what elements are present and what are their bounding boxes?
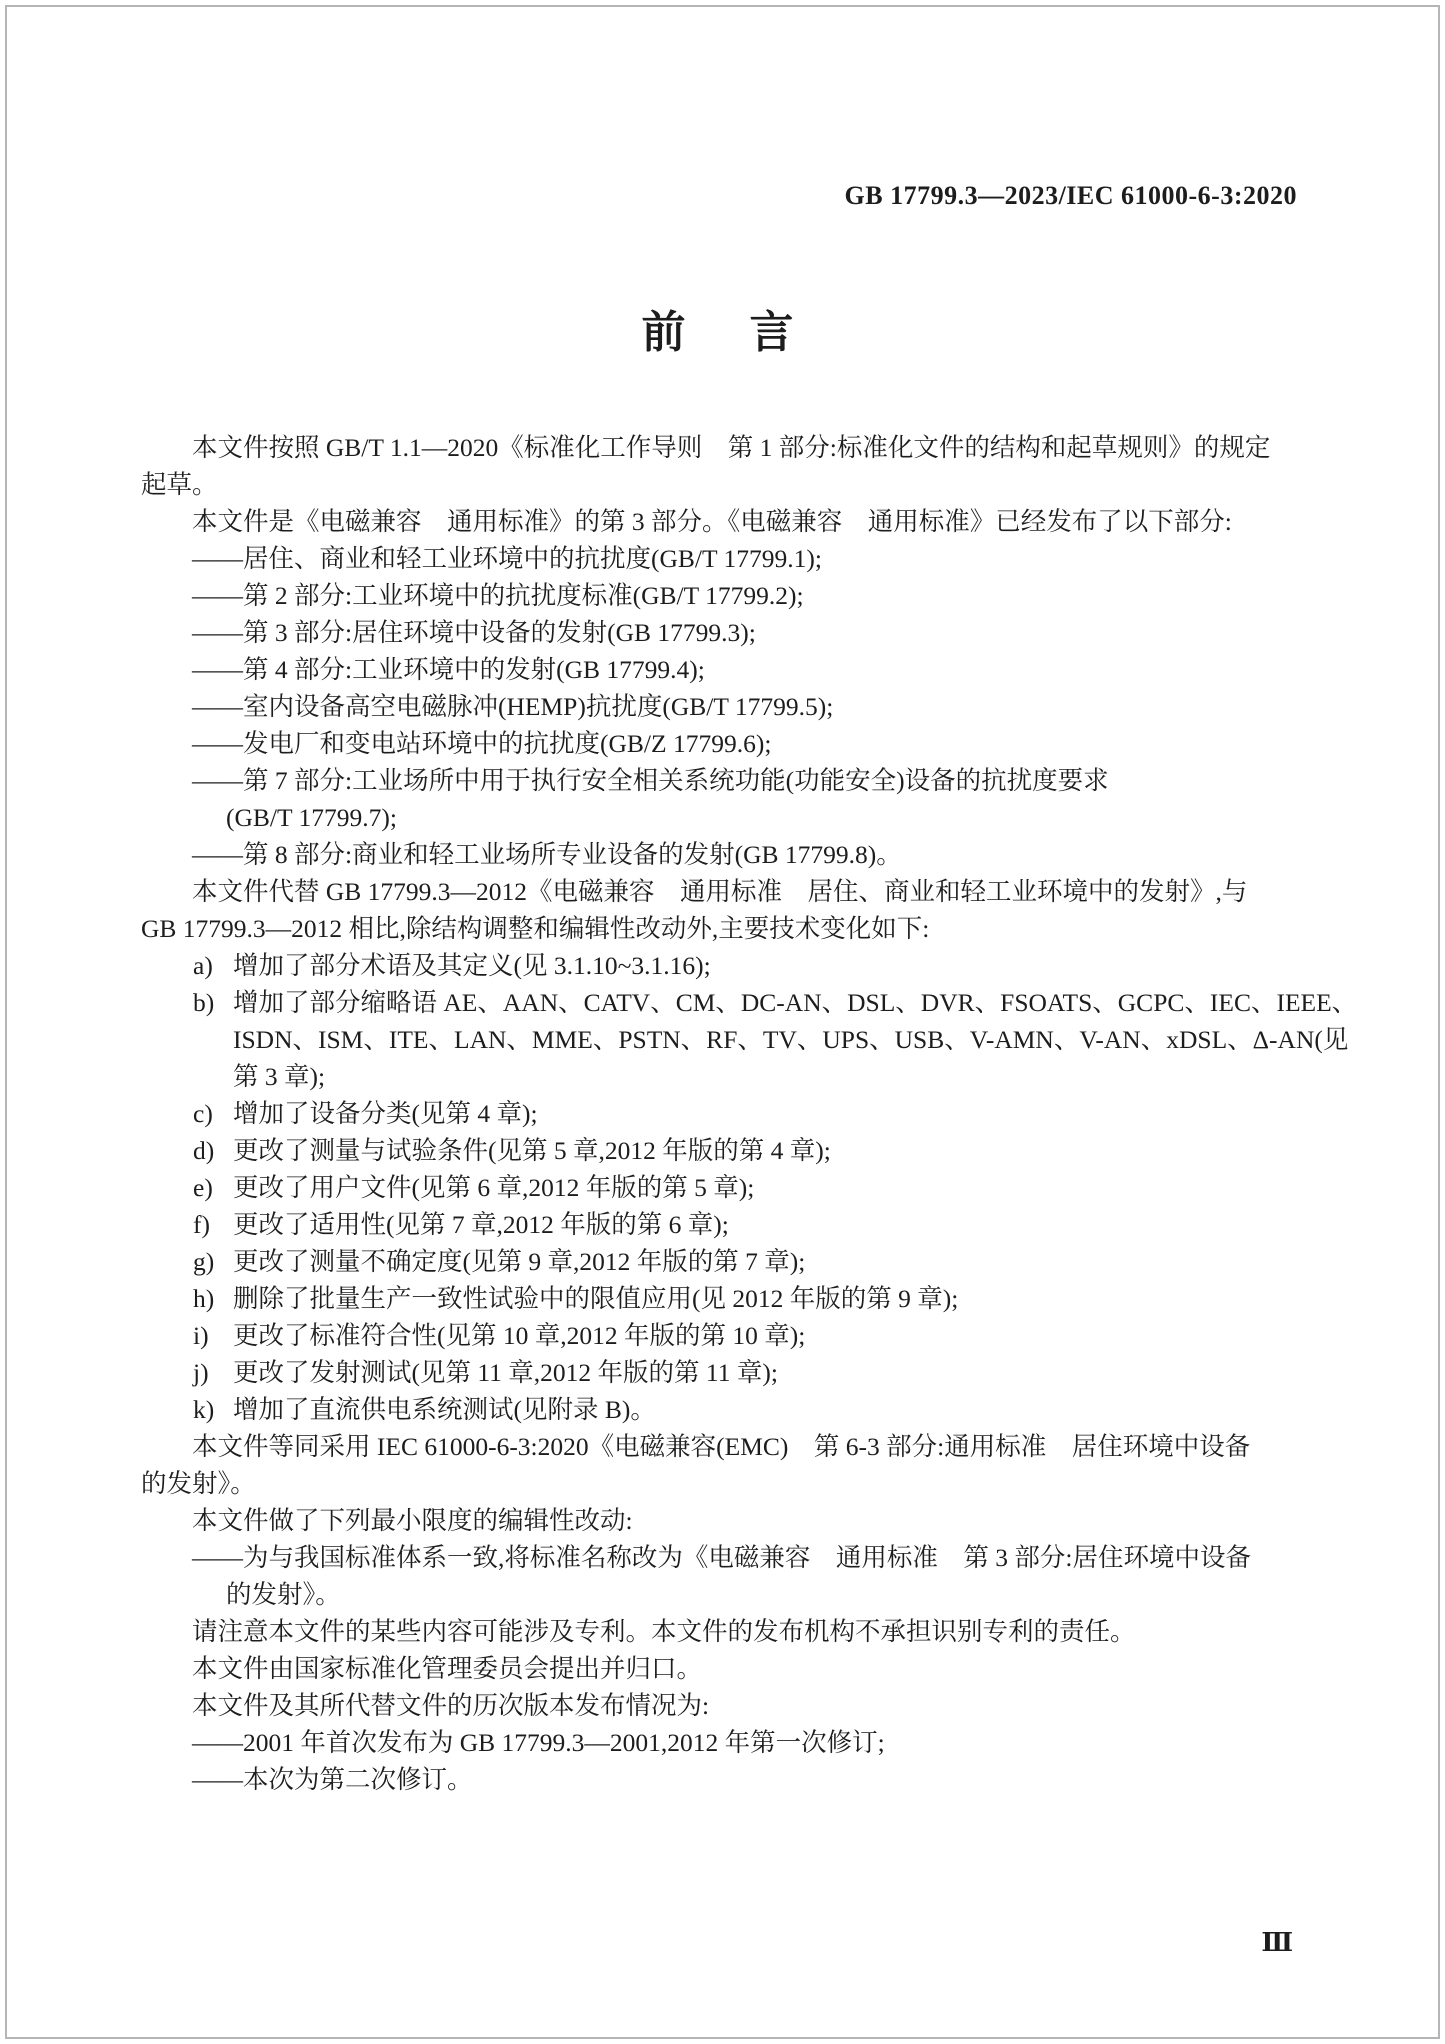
list-item: ——为与我国标准体系一致,将标准名称改为《电磁兼容 通用标准 第 3 部分:居住环境中设备	[192, 1543, 1251, 1572]
list-item: ——2001 年首次发布为 GB 17799.3—2001,2012 年第一次修订;	[192, 1728, 885, 1757]
list-item: ——第 3 部分:居住环境中设备的发射(GB 17799.3);	[192, 618, 756, 647]
list-item-text: 更改了用户文件(见第 6 章,2012 年版的第 5 章);	[233, 1173, 755, 1202]
list-item	[141, 1317, 1305, 1354]
list-item-text: 增加了直流供电系统测试(见附录 B)。	[233, 1395, 656, 1424]
list-item-label: c)	[193, 1099, 213, 1128]
list-item-label: h)	[193, 1284, 215, 1313]
list-item: ——居住、商业和轻工业环境中的抗扰度(GB/T 17799.1);	[192, 544, 822, 573]
list-item-text: 增加了部分缩略语 AE、AAN、CATV、CM、DC-AN、DSL、DVR、FSOATS、GCPC、IEC、IEEE、	[233, 988, 1358, 1017]
list-item	[141, 1243, 1305, 1280]
text-line: 的发射》。	[141, 1469, 256, 1498]
list-item-continuation: 的发射》。	[226, 1580, 341, 1609]
foreword-content	[141, 429, 1358, 1798]
text-line: 请注意本文件的某些内容可能涉及专利。本文件的发布机构不承担识别专利的责任。	[192, 1617, 1136, 1646]
list-item-label: b)	[193, 988, 215, 1017]
text-line: 本文件及其所代替文件的历次版本发布情况为:	[192, 1691, 710, 1720]
list-item-label: a)	[193, 951, 213, 980]
page-title: 前 言	[641, 308, 804, 357]
list-item-label: i)	[193, 1321, 209, 1350]
list-item-label: g)	[193, 1247, 215, 1276]
list-item-label: d)	[193, 1136, 215, 1165]
text-line: GB 17799.3—2012 相比,除结构调整和编辑性改动外,主要技术变化如下:	[141, 914, 930, 943]
text-line: 本文件是《电磁兼容 通用标准》的第 3 部分。《电磁兼容 通用标准》已经发布了以下部分:	[192, 507, 1232, 536]
text-line: 起草。	[141, 470, 218, 499]
list-item	[141, 1354, 1305, 1391]
list-item-text: 更改了适用性(见第 7 章,2012 年版的第 6 章);	[233, 1210, 729, 1239]
list-item	[141, 984, 1358, 1021]
text-line: 本文件做了下列最小限度的编辑性改动:	[192, 1506, 633, 1535]
text-line: 本文件代替 GB 17799.3—2012《电磁兼容 通用标准 居住、商业和轻工业环境中的发射》,与	[192, 877, 1248, 906]
list-item	[141, 1095, 1305, 1132]
list-item: ——本次为第二次修订。	[192, 1765, 473, 1794]
list-item: ——第 8 部分:商业和轻工业场所专业设备的发射(GB 17799.8)。	[192, 840, 902, 869]
list-item	[141, 947, 1305, 984]
list-item: ——发电厂和变电站环境中的抗扰度(GB/Z 17799.6);	[192, 729, 772, 758]
list-item-text: 更改了测量与试验条件(见第 5 章,2012 年版的第 4 章);	[233, 1136, 831, 1165]
list-item-text: 更改了标准符合性(见第 10 章,2012 年版的第 10 章);	[233, 1321, 806, 1350]
list-item-text: 删除了批量生产一致性试验中的限值应用(见 2012 年版的第 9 章);	[233, 1284, 959, 1313]
text-line: 本文件由国家标准化管理委员会提出并归口。	[192, 1654, 703, 1683]
text-line: 本文件等同采用 IEC 61000-6-3:2020《电磁兼容(EMC) 第 6-3 部分:通用标准 居住环境中设备	[192, 1432, 1251, 1461]
page-number: Ⅲ	[1261, 1928, 1293, 1957]
list-item	[141, 1169, 1305, 1206]
text-line: 本文件按照 GB/T 1.1—2020《标准化工作导则 第 1 部分:标准化文件的结构和起草规则》的规定	[192, 433, 1271, 462]
list-item: ——室内设备高空电磁脉冲(HEMP)抗扰度(GB/T 17799.5);	[192, 692, 834, 721]
list-item-label: j)	[193, 1358, 209, 1387]
list-item-label: f)	[193, 1210, 210, 1239]
list-item: ——第 2 部分:工业环境中的抗扰度标准(GB/T 17799.2);	[192, 581, 804, 610]
list-item	[141, 1132, 1305, 1169]
list-item-continuation: (GB/T 17799.7);	[226, 803, 397, 832]
document-code: GB 17799.3—2023/IEC 61000-6-3:2020	[844, 181, 1297, 210]
list-item	[141, 1206, 1305, 1243]
list-item-label: e)	[193, 1173, 213, 1202]
list-item	[141, 1391, 1305, 1428]
list-item	[141, 1280, 1305, 1317]
list-item-continuation: ISDN、ISM、ITE、LAN、MME、PSTN、RF、TV、UPS、USB、V-AMN、V-AN、xDSL、Δ-AN(见	[233, 1025, 1349, 1054]
list-item-text: 更改了发射测试(见第 11 章,2012 年版的第 11 章);	[233, 1358, 778, 1387]
list-item-label: k)	[193, 1395, 215, 1424]
list-item-text: 更改了测量不确定度(见第 9 章,2012 年版的第 7 章);	[233, 1247, 806, 1276]
list-item: ——第 7 部分:工业场所中用于执行安全相关系统功能(功能安全)设备的抗扰度要求	[192, 766, 1109, 795]
list-item-continuation: 第 3 章);	[233, 1062, 326, 1091]
list-item: ——第 4 部分:工业环境中的发射(GB 17799.4);	[192, 655, 705, 684]
list-item-text: 增加了部分术语及其定义(见 3.1.10~3.1.16);	[233, 951, 711, 980]
list-item-text: 增加了设备分类(见第 4 章);	[233, 1099, 538, 1128]
